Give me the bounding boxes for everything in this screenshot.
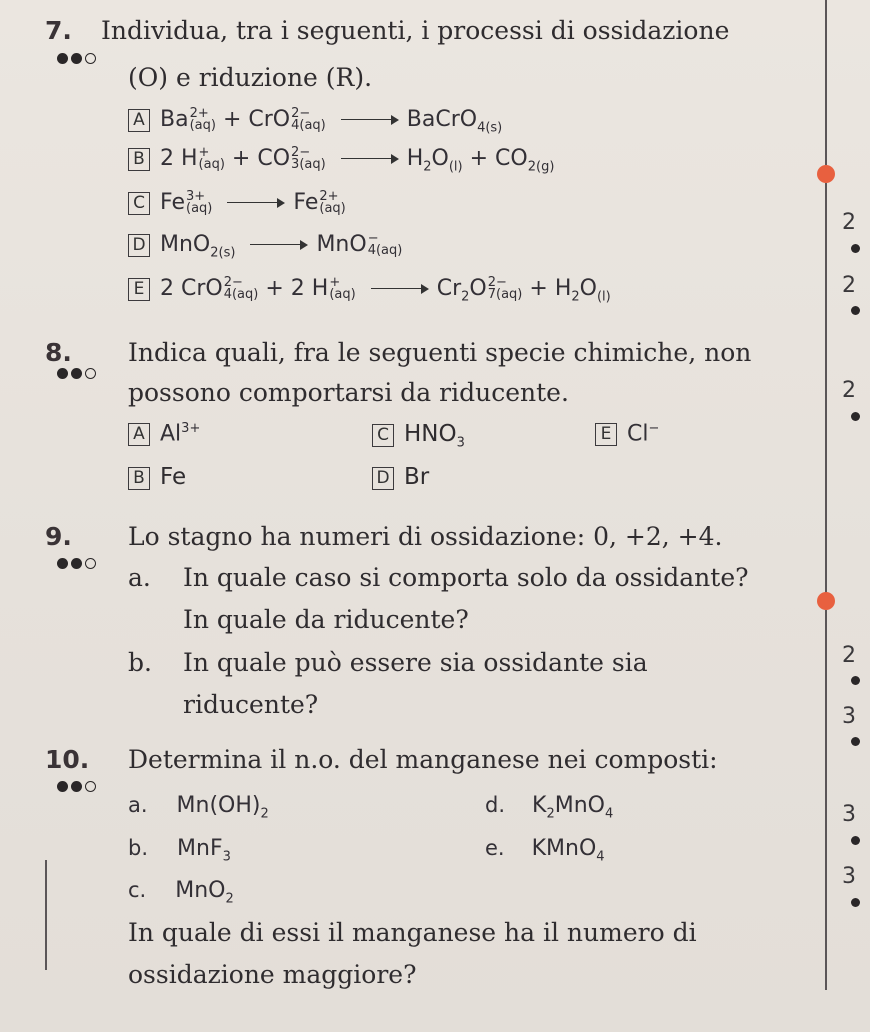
option-box-d: D (372, 467, 394, 490)
q8-option-a: A $Al^{3+}$ (128, 421, 200, 446)
margin-dot (851, 836, 860, 845)
q9-difficulty (57, 558, 96, 569)
q10-compound-b: b. MnF$_3$ (128, 836, 231, 865)
q7-number: 7. (45, 16, 72, 45)
margin-number: 3 (842, 704, 856, 729)
q10-compound-a: a. $Mn(OH)_2$ (128, 793, 269, 822)
option-box-a: A (128, 109, 150, 132)
margin-dot (851, 412, 860, 421)
q8-option-d: D Br (372, 464, 429, 490)
q8-number: 8. (45, 338, 72, 367)
q10-compound-c: c. MnO$_2$ (128, 878, 234, 907)
margin-dot (851, 676, 860, 685)
orange-marker-icon (817, 592, 835, 610)
margin-number: 3 (842, 802, 856, 827)
option-box-d: D (128, 234, 150, 257)
q9a-text-line2: In quale da riducente? (183, 605, 469, 634)
option-box-b: B (128, 148, 150, 171)
q7-option-b: B 2 H + (aq) + CO 2− 3(aq) $H_2O_{(l)} + CO_{2(g)}$ (128, 146, 554, 174)
difficulty-dot-filled (57, 368, 68, 379)
q7-text-line2: (O) e riduzione (R). (128, 63, 373, 92)
margin-number: 2 (842, 210, 856, 235)
difficulty-dot-filled (71, 781, 82, 792)
margin-dot (851, 306, 860, 315)
option-box-c: C (128, 192, 150, 215)
q7-option-d: D MnO$_{2(s)}$ MnO − 4(aq) (128, 232, 402, 260)
difficulty-dot-empty (85, 781, 96, 792)
q7-option-c: C Fe 3+ (aq) Fe 2+ (aq) (128, 190, 346, 215)
difficulty-dot-filled (57, 781, 68, 792)
q7-text-line1: Individua, tra i seguenti, i processi di ossidazione (101, 16, 730, 45)
q7-option-a: A Ba 2+ (aq) + CrO 2− 4(aq) BaCrO$_{4(s)}$ (128, 107, 502, 135)
q9b-label: b. (128, 648, 152, 677)
difficulty-dot-filled (71, 53, 82, 64)
reaction-arrow-icon (250, 240, 308, 250)
q9-text-line1: Lo stagno ha numeri di ossidazione: 0, +2, +4. (128, 522, 723, 551)
margin-number: 2 (842, 643, 856, 668)
margin-dot (851, 737, 860, 746)
q10-text-line3: ossidazione maggiore? (128, 960, 417, 989)
q10-compound-d: d. $K_2MnO_4$ (485, 793, 614, 822)
option-box-e: E (128, 278, 150, 301)
q8-option-b: B Fe (128, 464, 186, 490)
difficulty-dot-filled (57, 558, 68, 569)
q8-option-c: C $HNO_3$ (372, 421, 465, 450)
q9a-label: a. (128, 563, 151, 592)
difficulty-dot-empty (85, 53, 96, 64)
margin-number: 2 (842, 378, 856, 403)
q9a-text-line1: In quale caso si comporta solo da ossidante? (183, 563, 749, 592)
option-box-e: E (595, 423, 617, 446)
q7-difficulty (57, 53, 96, 64)
margin-rule (825, 0, 827, 165)
margin-rule (825, 610, 827, 990)
margin-rule (825, 183, 827, 593)
difficulty-dot-empty (85, 368, 96, 379)
q8-text-line1: Indica quali, fra le seguenti specie chimiche, non (128, 338, 752, 367)
margin-rule (45, 860, 47, 970)
q7-option-e: E 2 CrO 2− 4(aq) + 2 H + (aq) $Cr_2O$ 2− 7(aq) + $H_2O_{(l)}$ (128, 276, 611, 304)
difficulty-dot-filled (71, 558, 82, 569)
margin-number: 2 (842, 273, 856, 298)
q8-text-line2: possono comportarsi da riducente. (128, 378, 569, 407)
option-box-b: B (128, 467, 150, 490)
difficulty-dot-filled (57, 53, 68, 64)
difficulty-dot-filled (71, 368, 82, 379)
difficulty-dot-empty (85, 558, 96, 569)
q10-text-line2: In quale di essi il manganese ha il numero di (128, 918, 697, 947)
reaction-arrow-icon (227, 198, 285, 208)
q10-text-line1: Determina il n.o. del manganese nei composti: (128, 745, 718, 774)
q10-number: 10. (45, 745, 90, 774)
reaction-arrow-icon (341, 154, 399, 164)
margin-dot (851, 898, 860, 907)
q9b-text-line1: In quale può essere sia ossidante sia (183, 648, 648, 677)
reaction-arrow-icon (371, 284, 429, 294)
q9-number: 9. (45, 522, 72, 551)
q9b-text-line2: riducente? (183, 690, 319, 719)
option-box-c: C (372, 424, 394, 447)
reaction-arrow-icon (341, 115, 399, 125)
q8-difficulty (57, 368, 96, 379)
q10-compound-e: e. KMnO$_4$ (485, 836, 605, 865)
option-box-a: A (128, 423, 150, 446)
q10-difficulty (57, 781, 96, 792)
margin-dot (851, 244, 860, 253)
q8-option-e: E Cl− (595, 421, 659, 446)
margin-number: 3 (842, 864, 856, 889)
orange-marker-icon (817, 165, 835, 183)
